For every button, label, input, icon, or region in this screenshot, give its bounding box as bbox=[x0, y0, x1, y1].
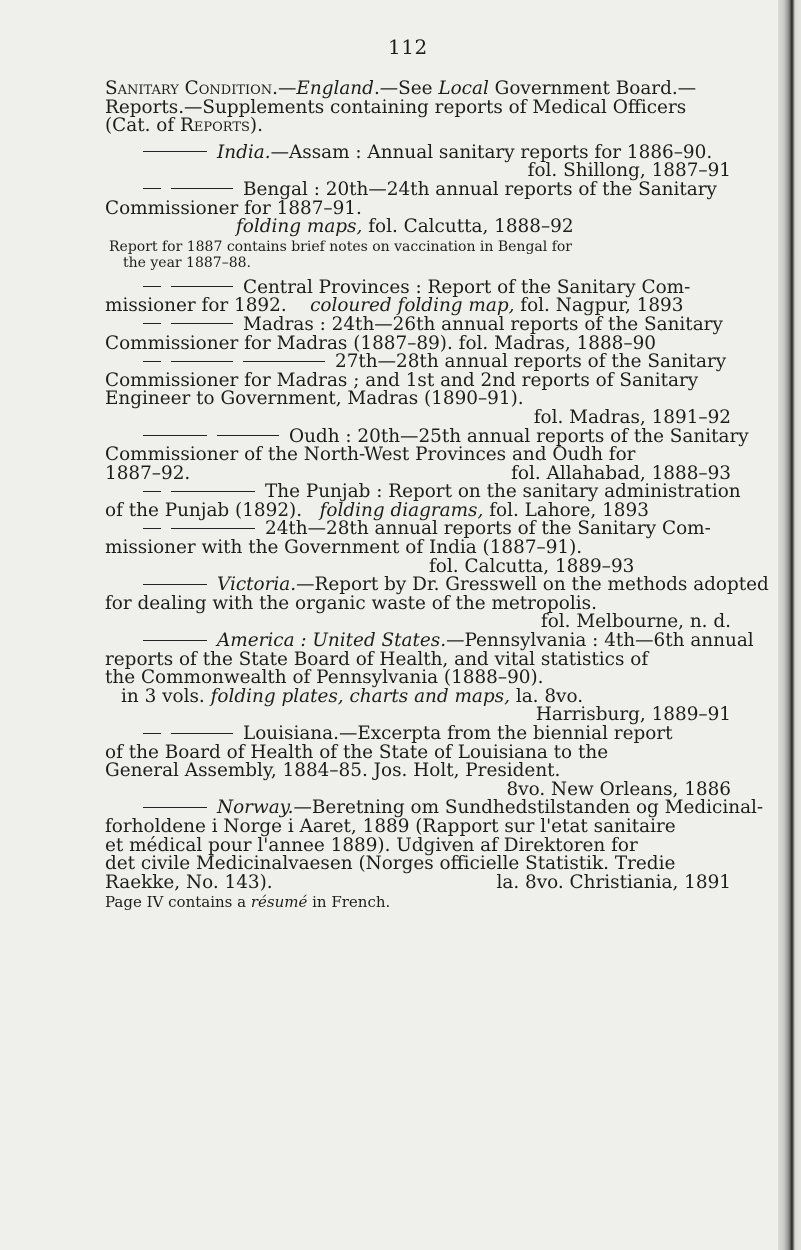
entry-central-provinces: Central Provinces : Report of the Sanitary Com- missioner for 1892. coloured folding map, fol. Nagpur, 1893 bbox=[105, 276, 691, 317]
page-number: 112 bbox=[388, 35, 428, 59]
entry-oudh: Oudh : 20th—25th annual reports of the Sanitary Commissioner of the North-West Provinces and Oudh for 1887–92. fol. Allahabad, 1888–93 bbox=[105, 425, 749, 484]
heading-sanitary-condition: Sanitary Condition bbox=[105, 78, 273, 99]
catalogue-text bbox=[105, 78, 769, 912]
entry-victoria: Victoria.—Report by Dr. Gresswell on the methods adopted for dealing with the organic waste of the metropolis. fol. Melbourne, n. d. bbox=[105, 574, 769, 633]
entry-sanitary-england: Sanitary Condition.—England.—See Local Government Board.— Reports.—Supplements containing reports of Medical Officers (Cat. of Reports). bbox=[105, 78, 697, 137]
entry-pennsylvania: America : United States.—Pennsylvania : 4th—6th annual reports of the State Board of Health, and vital statistics of the Commonwealth of Pennsylvania (1888–90). in 3 vols. folding plates, charts and maps, la. 8vo. Harrisburg, 1889–91 bbox=[105, 630, 754, 726]
entry-india-assam: India.—Assam : Annual sanitary reports for 1886–90. fol. Shillong, 1887–91 bbox=[105, 144, 731, 181]
entry-punjab: The Punjab : Report on the sanitary administration of the Punjab (1892). folding diagrams, fol. Lahore, 1893 bbox=[105, 481, 741, 521]
entry-bengal: Bengal : 20th—24th annual reports of the Sanitary Commissioner for 1887–91. folding maps, fol. Calcutta, 1888–92 Report for 1887 contains brief notes on vaccination in Bengal for the year 1887–88. bbox=[105, 178, 717, 271]
entry-madras-1: Madras : 24th—26th annual reports of the Sanitary Commissioner for Madras (1887–89). fol. Madras, 1888–90 bbox=[105, 313, 723, 354]
entry-madras-2: 27th—28th annual reports of the Sanitary Commissioner for Madras ; and 1st and 2nd reports of Sanitary Engineer to Government, Madras (1890–91). fol. Madras, 1891–92 bbox=[105, 351, 731, 428]
imprint: fol. Shillong, 1887–91 bbox=[527, 160, 731, 182]
entry-louisiana: Louisiana.—Excerpta from the biennial report of the Board of Health of the State of Louisiana to the General Assembly, 1884–85. Jos. Holt, President. 8vo. New Orleans, 1886 bbox=[105, 723, 731, 800]
entry-india-general: 24th—28th annual reports of the Sanitary Com- missioner with the Government of India (1887–91). fol. Calcutta, 1889–93 bbox=[105, 518, 711, 577]
book-spine-edge bbox=[778, 0, 801, 1250]
entry-norway: Norway.—Beretning om Sundhedstilstanden og Medicinal- forholdene i Norge i Aaret, 1889 (Rapport sur l'etat sanitaire et médical pour l'annee 1889). Udgiven af Direktoren for det civile Medicinalvaesen (Norges officielle Statistik. Tredie Raekke, No. 143). la. 8vo. Christiania, 1891 Page IV contains a résumé in French. bbox=[105, 797, 764, 912]
